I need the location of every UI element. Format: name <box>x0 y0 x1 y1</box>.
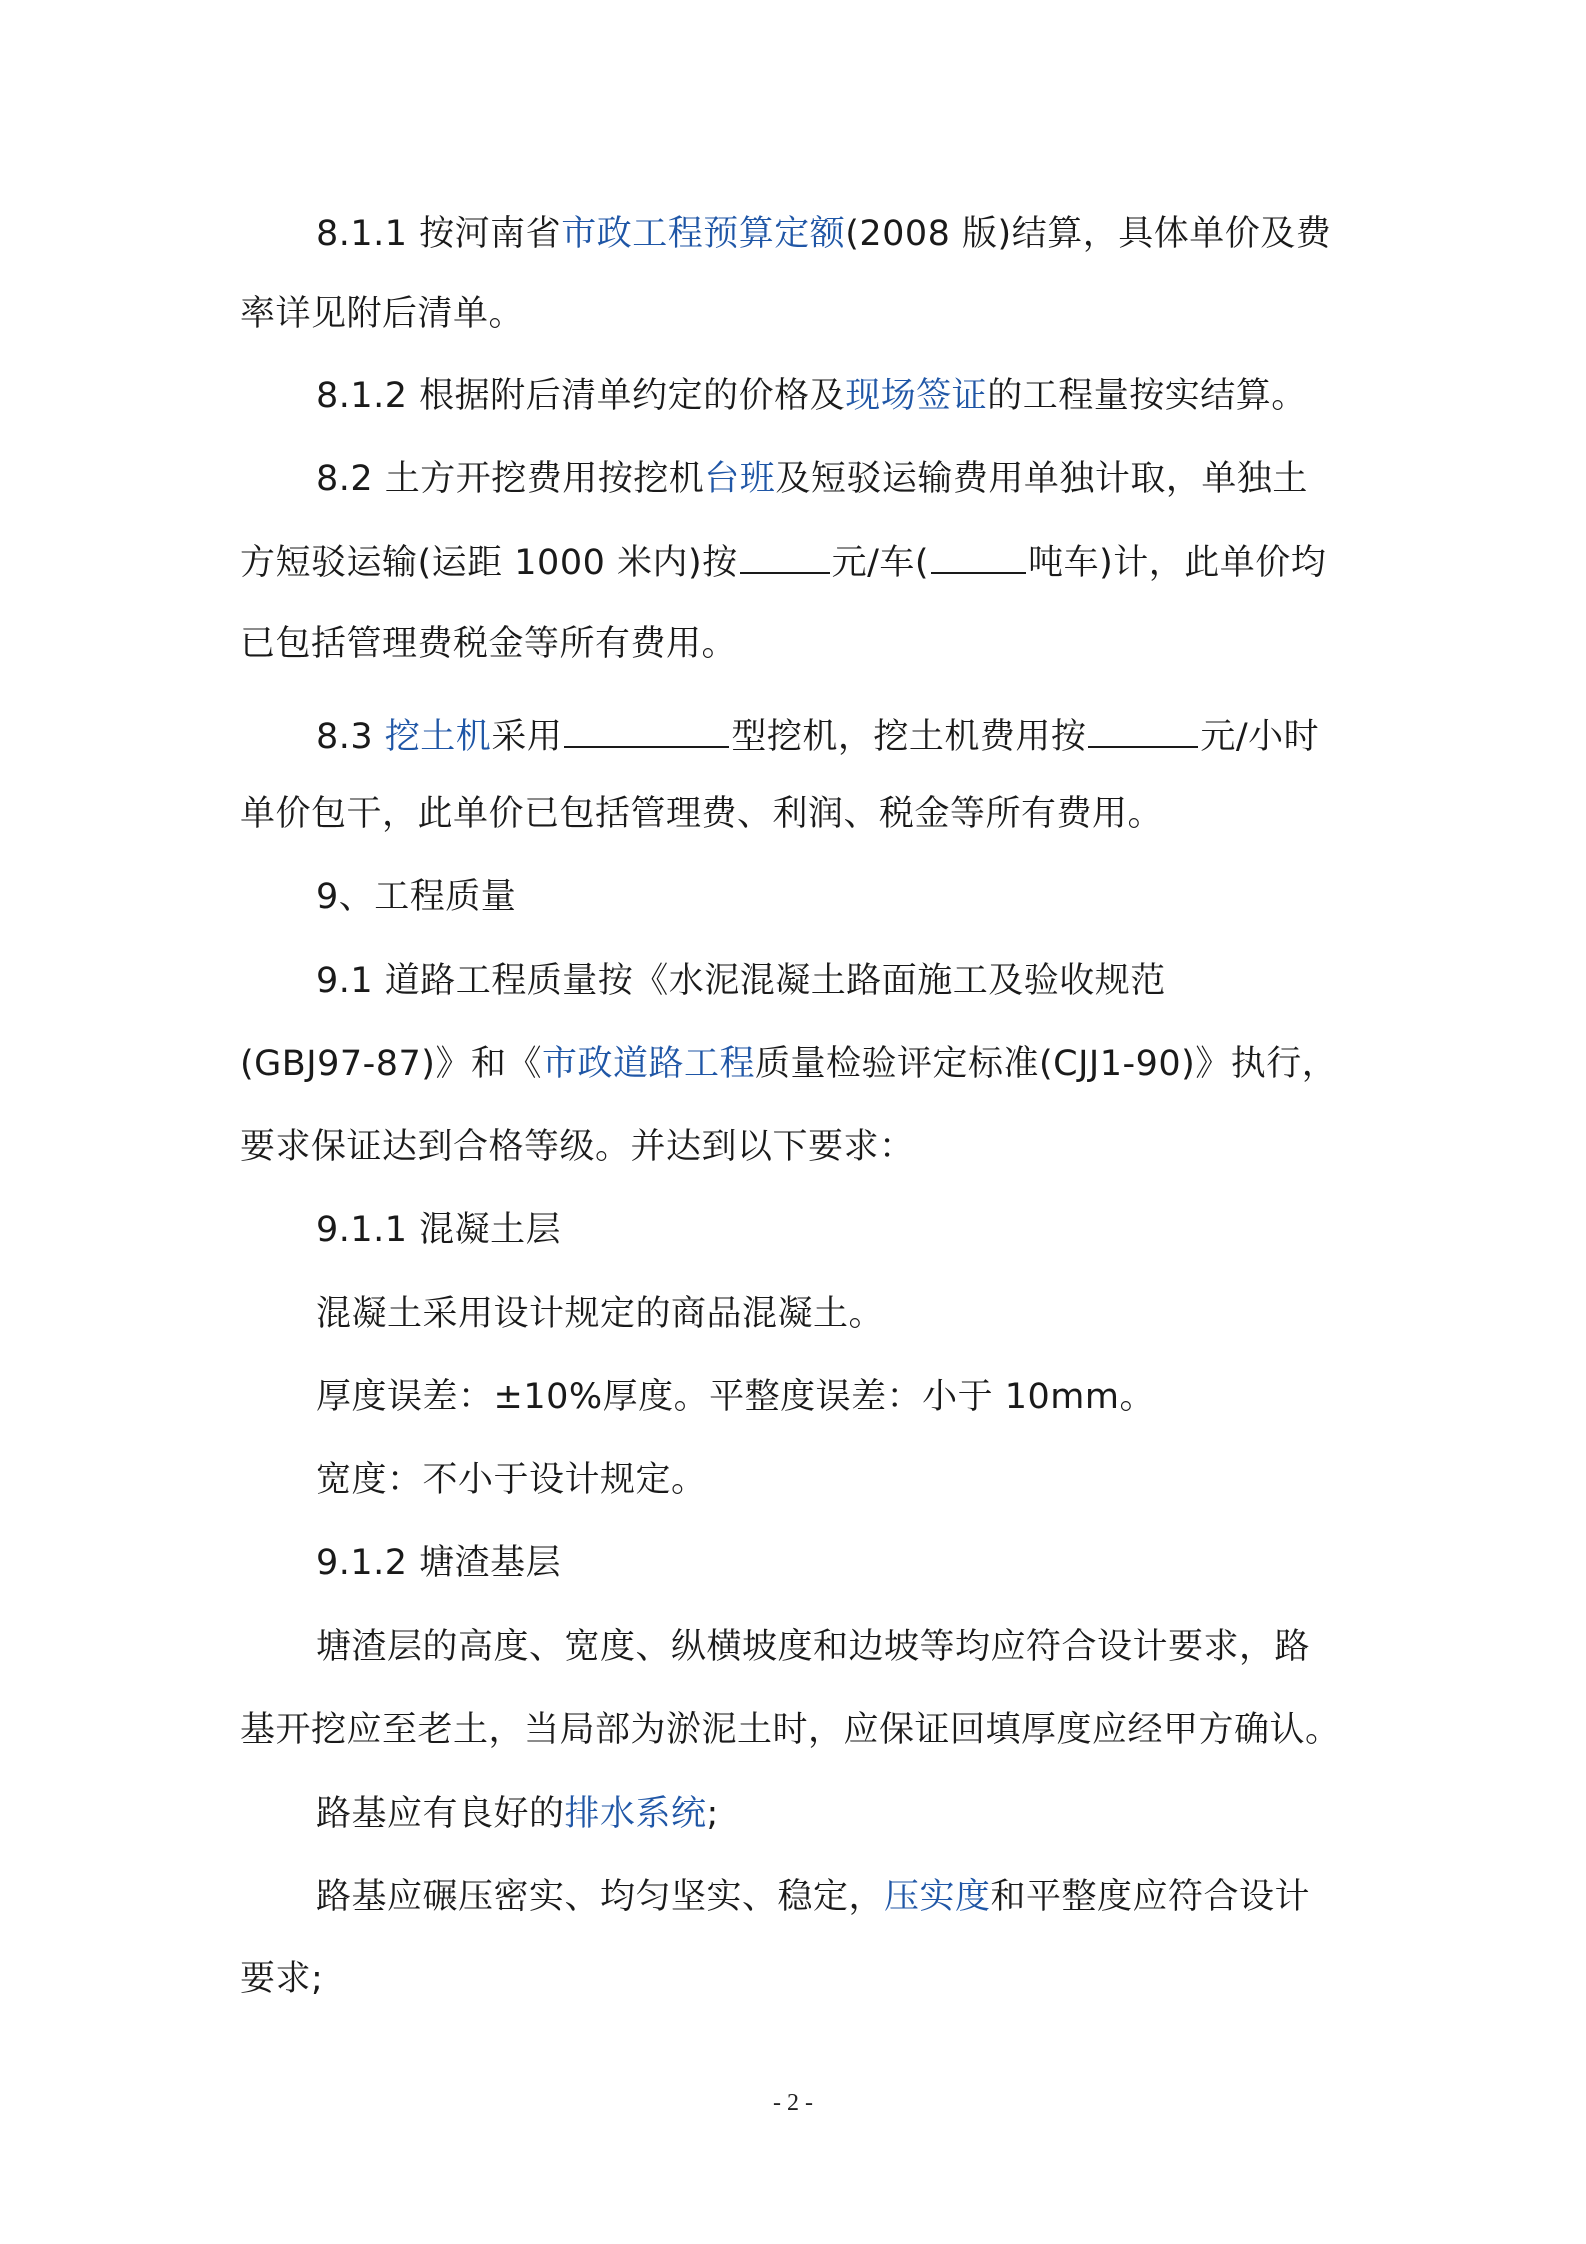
text: (GBJ97-87)》和《 <box>240 1044 542 1084</box>
paragraph-9-1-2-line-1: 塘渣层的高度、宽度、纵横坡度和边坡等均应符合设计要求，路 <box>316 1627 1311 1667</box>
text: (2008 版)结算，具体单价及费 <box>845 214 1332 254</box>
page-number: - 2 - <box>773 2090 813 2116</box>
paragraph-8-1-1-line-1 <box>316 210 1331 258</box>
text: 8.2 土方开挖费用按挖机 <box>316 459 705 499</box>
blank-truck-tonnage <box>931 538 1026 574</box>
paragraph-9-1-line-3: 要求保证达到合格等级。并达到以下要求： <box>240 1127 915 1167</box>
text: 的工程量按实结算。 <box>987 376 1307 416</box>
paragraph-8-2-line-2 <box>240 538 1326 587</box>
paragraph-8-2-line-3: 已包括管理费税金等所有费用。 <box>240 624 738 664</box>
text: 方短驳运输(运距 1000 米内)按 <box>240 543 738 583</box>
paragraph-9-1-line-2 <box>240 1040 1337 1088</box>
text: 8.3 <box>316 717 385 757</box>
paragraph-8-3-line-1 <box>316 712 1319 761</box>
text: 型挖机，挖土机费用按 <box>731 717 1087 757</box>
link-excavator[interactable]: 挖土机 <box>384 717 492 757</box>
link-compaction-degree[interactable]: 压实度 <box>884 1877 991 1917</box>
text: 路基应有良好的 <box>316 1794 565 1834</box>
paragraph-9-1-2-line-2: 基开挖应至老土，当局部为淤泥土时，应保证回填厚度应经甲方确认。 <box>240 1710 1341 1750</box>
blank-excavator-model <box>564 712 729 748</box>
paragraph-8-1-1-line-2: 率详见附后清单。 <box>240 294 525 334</box>
paragraph-drainage <box>316 1790 719 1838</box>
paragraph-8-3-line-2: 单价包干，此单价已包括管理费、利润、税金等所有费用。 <box>240 794 1164 834</box>
text: 和平整度应符合设计 <box>990 1877 1311 1917</box>
subheading-9-1-1: 9.1.1 混凝土层 <box>316 1210 562 1250</box>
paragraph-9-1-line-1: 9.1 道路工程质量按《水泥混凝土路面施工及验收规范 <box>316 961 1166 1001</box>
text: 及短驳运输费用单独计取，单独土 <box>775 459 1308 499</box>
paragraph-9-1-1-concrete: 混凝土采用设计规定的商品混凝土。 <box>316 1294 885 1334</box>
text: 8.1.1 按河南省 <box>316 214 562 254</box>
paragraph-9-1-1-width: 宽度：不小于设计规定。 <box>316 1460 707 1500</box>
text: 吨车)计，此单价均 <box>1028 543 1327 583</box>
text: ; <box>706 1794 719 1834</box>
paragraph-compaction-line-1 <box>316 1873 1310 1921</box>
paragraph-8-2-line-1 <box>316 455 1308 503</box>
text: 路基应碾压密实、均匀坚实、稳定， <box>316 1877 885 1917</box>
text: 元/小时 <box>1200 717 1320 757</box>
text: 质量检验评定标准(CJJ1-90)》执行， <box>754 1044 1338 1084</box>
section-heading-9: 9、工程质量 <box>316 877 517 917</box>
text: 采用 <box>491 717 563 757</box>
paragraph-compaction-line-2: 要求; <box>240 1959 324 1999</box>
link-municipal-road-engineering[interactable]: 市政道路工程 <box>541 1044 755 1084</box>
link-municipal-budget-quota[interactable]: 市政工程预算定额 <box>561 214 846 254</box>
paragraph-8-1-2 <box>316 372 1307 420</box>
blank-excavator-hourly-price <box>1088 712 1198 748</box>
link-drainage-system[interactable]: 排水系统 <box>564 1794 707 1834</box>
blank-price-per-truck <box>740 538 830 574</box>
link-machine-shift[interactable]: 台班 <box>704 459 776 499</box>
paragraph-9-1-1-tolerance: 厚度误差：±10%厚度。平整度误差：小于 10mm。 <box>316 1377 1155 1417</box>
link-site-visa[interactable]: 现场签证 <box>845 376 988 416</box>
subheading-9-1-2: 9.1.2 塘渣基层 <box>316 1543 562 1583</box>
text: 8.1.2 根据附后清单约定的价格及 <box>316 376 846 416</box>
text: 元/车( <box>831 543 930 583</box>
